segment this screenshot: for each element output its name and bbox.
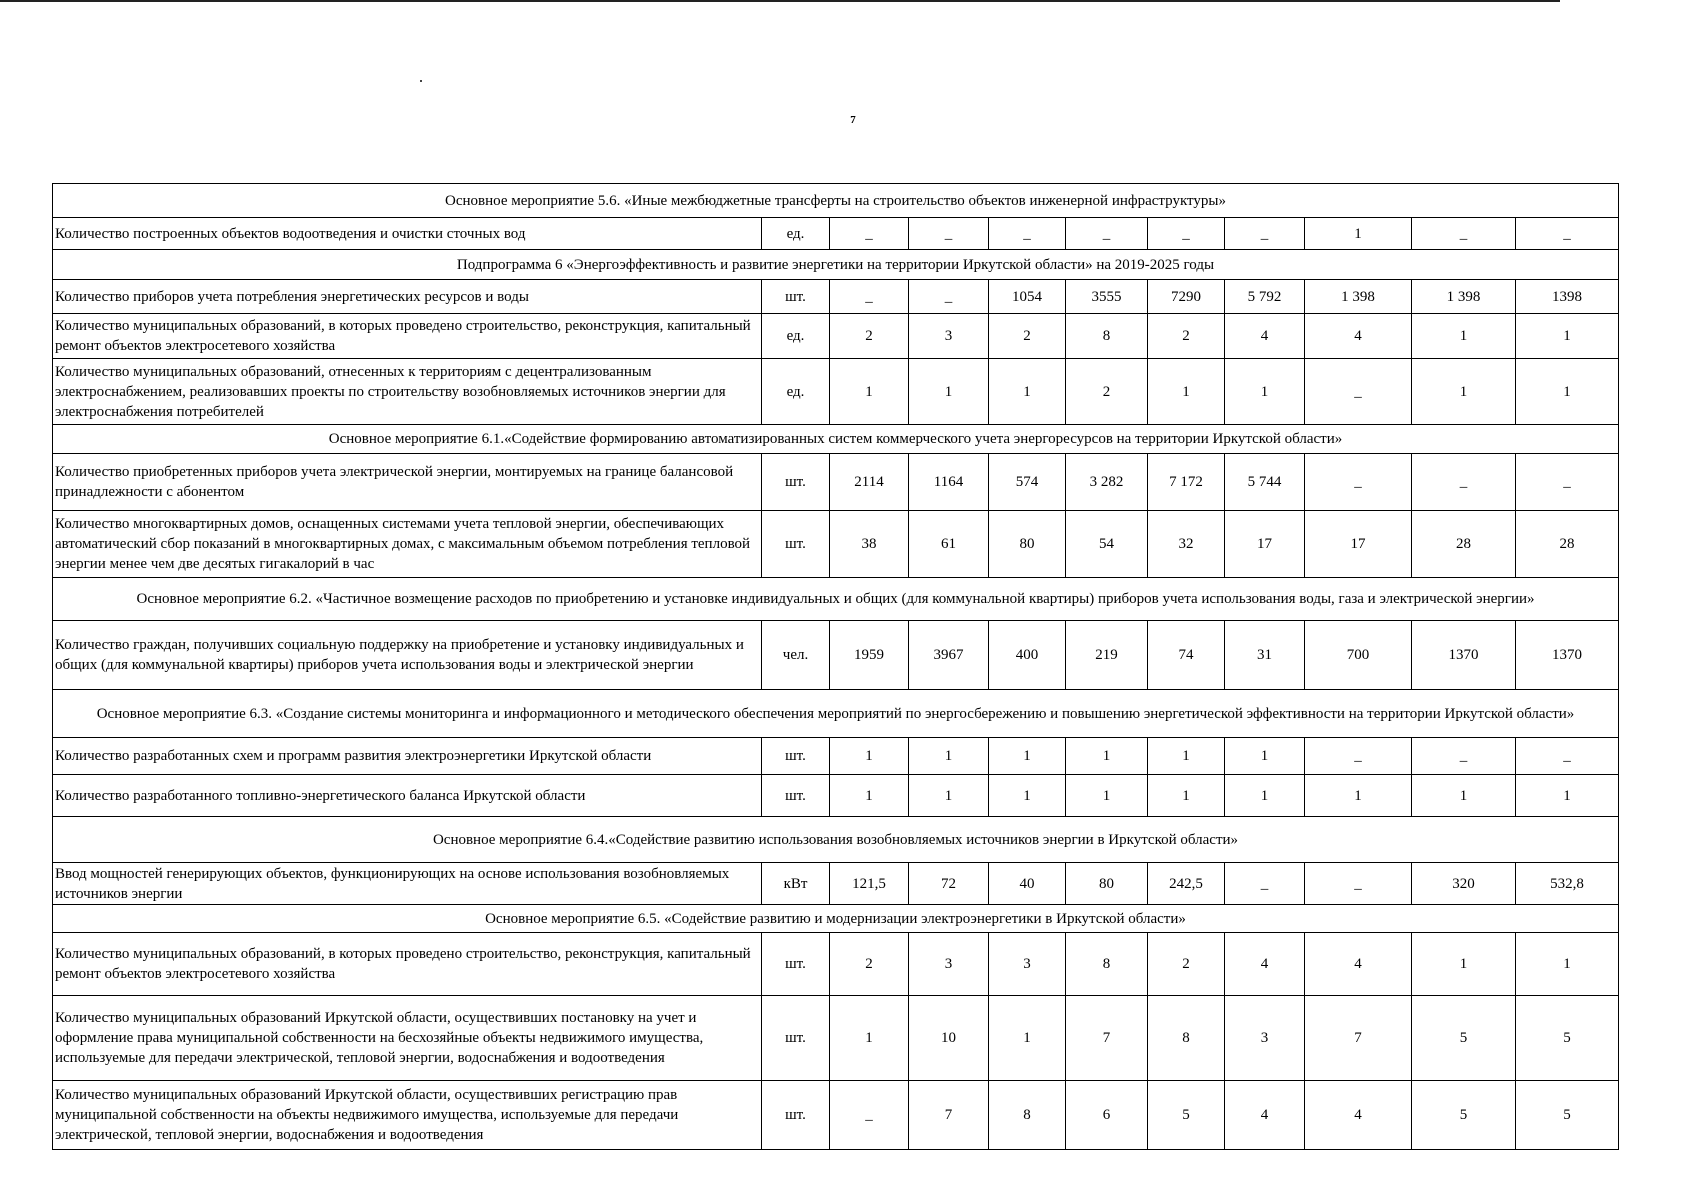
unit-cell: шт. — [762, 775, 830, 817]
value-cell: 1 398 — [1412, 280, 1516, 314]
top-border-line — [0, 0, 1560, 2]
indicator-name: Количество муниципальных образований, в которых проведено строительство, реконструкция, капитальный ремонт объектов электросетевого хозяйства — [53, 933, 762, 996]
value-cell: 2 — [830, 933, 909, 996]
table-row — [53, 738, 1619, 775]
value-cell: _ — [1305, 863, 1412, 905]
table-row — [53, 511, 1619, 578]
value-cell: 31 — [1225, 621, 1305, 690]
indicator-name: Количество построенных объектов водоотведения и очистки сточных вод — [53, 218, 762, 250]
table-row — [53, 314, 1619, 359]
scan-speck — [420, 80, 422, 82]
table-row — [53, 280, 1619, 314]
indicator-name: Количество многоквартирных домов, оснащенных системами учета тепловой энергии, обеспечивающих автоматический сбор показаний в многоквартирных домах, с максимальным объемом потребления тепловой энергии менее чем две десятых гигакалорий в час — [53, 511, 762, 578]
indicator-name: Количество приборов учета потребления энергетических ресурсов и воды — [53, 280, 762, 314]
value-cell: _ — [1412, 454, 1516, 511]
value-cell: 5 744 — [1225, 454, 1305, 511]
table-row — [53, 996, 1619, 1081]
value-cell: 5 — [1516, 996, 1619, 1081]
value-cell: 3 — [1225, 996, 1305, 1081]
value-cell: 1 — [1412, 359, 1516, 425]
value-cell: 5 — [1148, 1081, 1225, 1150]
value-cell: 80 — [1066, 863, 1148, 905]
value-cell: _ — [1148, 218, 1225, 250]
value-cell: _ — [1305, 359, 1412, 425]
value-cell: 7 — [1305, 996, 1412, 1081]
unit-cell: шт. — [762, 511, 830, 578]
section-title: Основное мероприятие 6.3. «Создание системы мониторинга и информационного и методического обеспечения мероприятий по энергосбережению и повышению энергетической эффективности на территории Иркутской области» — [53, 690, 1619, 738]
value-cell: _ — [830, 1081, 909, 1150]
value-cell: 7 172 — [1148, 454, 1225, 511]
table-row — [53, 775, 1619, 817]
section-title: Основное мероприятие 6.5. «Содействие развитию и модернизации электроэнергетики в Иркутской области» — [53, 905, 1619, 933]
value-cell: 1 398 — [1305, 280, 1412, 314]
value-cell: 40 — [989, 863, 1066, 905]
value-cell: 3555 — [1066, 280, 1148, 314]
section-header-row — [53, 817, 1619, 863]
value-cell: 1 — [909, 738, 989, 775]
indicator-name: Количество приобретенных приборов учета электрической энергии, монтируемых на границе балансовой принадлежности с абонентом — [53, 454, 762, 511]
value-cell: 1 — [1412, 933, 1516, 996]
value-cell: 1 — [1412, 775, 1516, 817]
value-cell: 5 — [1412, 996, 1516, 1081]
table-row — [53, 621, 1619, 690]
value-cell: 532,8 — [1516, 863, 1619, 905]
value-cell: 1 — [1305, 218, 1412, 250]
value-cell: 1 — [1225, 738, 1305, 775]
value-cell: 219 — [1066, 621, 1148, 690]
table-row — [53, 359, 1619, 425]
table-row — [53, 933, 1619, 996]
unit-cell: шт. — [762, 1081, 830, 1150]
table-body — [53, 184, 1619, 1150]
section-header-row — [53, 425, 1619, 454]
value-cell: 1054 — [989, 280, 1066, 314]
value-cell: 1 — [1148, 359, 1225, 425]
unit-cell: шт. — [762, 933, 830, 996]
value-cell: 1 — [989, 738, 1066, 775]
value-cell: _ — [830, 280, 909, 314]
value-cell: 4 — [1305, 933, 1412, 996]
value-cell: 1 — [830, 775, 909, 817]
section-title: Подпрограмма 6 «Энергоэффективность и развитие энергетики на территории Иркутской области» на 2019-2025 годы — [53, 250, 1619, 280]
value-cell: 1398 — [1516, 280, 1619, 314]
value-cell: 121,5 — [830, 863, 909, 905]
value-cell: 1 — [989, 996, 1066, 1081]
value-cell: 1370 — [1516, 621, 1619, 690]
section-header-row — [53, 690, 1619, 738]
value-cell: 1 — [909, 775, 989, 817]
value-cell: 1 — [1225, 775, 1305, 817]
indicators-table — [52, 183, 1619, 1150]
value-cell: 8 — [1148, 996, 1225, 1081]
value-cell: 17 — [1225, 511, 1305, 578]
value-cell: 242,5 — [1148, 863, 1225, 905]
unit-cell: ед. — [762, 359, 830, 425]
value-cell: 3967 — [909, 621, 989, 690]
value-cell: 1 — [830, 996, 909, 1081]
table-row — [53, 863, 1619, 905]
value-cell: _ — [909, 280, 989, 314]
value-cell: 1 — [1516, 359, 1619, 425]
value-cell: 1370 — [1412, 621, 1516, 690]
value-cell: 8 — [1066, 933, 1148, 996]
value-cell: 4 — [1305, 1081, 1412, 1150]
value-cell: 1 — [1148, 738, 1225, 775]
section-title: Основное мероприятие 6.4.«Содействие развитию использования возобновляемых источников энергии в Иркутской области» — [53, 817, 1619, 863]
unit-cell: шт. — [762, 454, 830, 511]
value-cell: _ — [1225, 863, 1305, 905]
value-cell: 3 — [909, 933, 989, 996]
value-cell: 1 — [1148, 775, 1225, 817]
unit-cell: ед. — [762, 218, 830, 250]
value-cell: 1 — [1516, 933, 1619, 996]
value-cell: 7 — [1066, 996, 1148, 1081]
value-cell: 1164 — [909, 454, 989, 511]
value-cell: 7 — [909, 1081, 989, 1150]
value-cell: 6 — [1066, 1081, 1148, 1150]
value-cell: _ — [1516, 454, 1619, 511]
value-cell: _ — [1412, 738, 1516, 775]
indicator-name: Количество муниципальных образований, отнесенных к территориям с децентрализованным электроснабжением, реализовавших проекты по строительству возобновляемых источников энергии для электроснабжения потребителей — [53, 359, 762, 425]
value-cell: 28 — [1412, 511, 1516, 578]
value-cell: 10 — [909, 996, 989, 1081]
value-cell: 3 — [909, 314, 989, 359]
value-cell: 38 — [830, 511, 909, 578]
value-cell: 1 — [1516, 314, 1619, 359]
value-cell: 5 — [1412, 1081, 1516, 1150]
page-number: 7 — [850, 114, 856, 126]
value-cell: 1 — [1225, 359, 1305, 425]
value-cell: 1 — [1305, 775, 1412, 817]
value-cell: _ — [1066, 218, 1148, 250]
section-header-row — [53, 905, 1619, 933]
indicator-name: Количество разработанных схем и программ развития электроэнергетики Иркутской области — [53, 738, 762, 775]
value-cell: 28 — [1516, 511, 1619, 578]
value-cell: 61 — [909, 511, 989, 578]
section-header-row — [53, 250, 1619, 280]
unit-cell: чел. — [762, 621, 830, 690]
value-cell: 1 — [830, 359, 909, 425]
value-cell: 1 — [1066, 775, 1148, 817]
indicator-name: Ввод мощностей генерирующих объектов, функционирующих на основе использования возобновляемых источников энергии — [53, 863, 762, 905]
value-cell: 4 — [1225, 933, 1305, 996]
value-cell: 4 — [1305, 314, 1412, 359]
value-cell: 80 — [989, 511, 1066, 578]
value-cell: 32 — [1148, 511, 1225, 578]
value-cell: 574 — [989, 454, 1066, 511]
value-cell: 17 — [1305, 511, 1412, 578]
value-cell: 2 — [1148, 933, 1225, 996]
value-cell: 1 — [1066, 738, 1148, 775]
value-cell: 5 792 — [1225, 280, 1305, 314]
section-header-row — [53, 184, 1619, 218]
value-cell: 2 — [989, 314, 1066, 359]
value-cell: 8 — [1066, 314, 1148, 359]
unit-cell: шт. — [762, 738, 830, 775]
value-cell: 700 — [1305, 621, 1412, 690]
value-cell: _ — [1305, 454, 1412, 511]
unit-cell: кВт — [762, 863, 830, 905]
value-cell: 74 — [1148, 621, 1225, 690]
value-cell: 54 — [1066, 511, 1148, 578]
value-cell: 3 282 — [1066, 454, 1148, 511]
table-row — [53, 1081, 1619, 1150]
unit-cell: шт. — [762, 280, 830, 314]
indicator-name: Количество разработанного топливно-энергетического баланса Иркутской области — [53, 775, 762, 817]
unit-cell: шт. — [762, 996, 830, 1081]
value-cell: _ — [1412, 218, 1516, 250]
value-cell: 2114 — [830, 454, 909, 511]
section-title: Основное мероприятие 5.6. «Иные межбюджетные трансферты на строительство объектов инженерной инфраструктуры» — [53, 184, 1619, 218]
value-cell: _ — [1305, 738, 1412, 775]
value-cell: _ — [1225, 218, 1305, 250]
table-row — [53, 454, 1619, 511]
unit-cell: ед. — [762, 314, 830, 359]
value-cell: 2 — [1148, 314, 1225, 359]
value-cell: _ — [830, 218, 909, 250]
value-cell: 4 — [1225, 1081, 1305, 1150]
value-cell: 1959 — [830, 621, 909, 690]
section-title: Основное мероприятие 6.2. «Частичное возмещение расходов по приобретению и установке индивидуальных и общих (для коммунальной квартиры) приборов учета использования воды, газа и электрической энергии» — [53, 578, 1619, 621]
value-cell: 1 — [1412, 314, 1516, 359]
indicator-name: Количество муниципальных образований Иркутской области, осуществивших постановку на учет и оформление права муниципальной собственности на бесхозяйные объекты недвижимого имущества, используемые для передачи электрической, тепловой энергии, водоснабжения и водоотведения — [53, 996, 762, 1081]
indicator-name: Количество граждан, получивших социальную поддержку на приобретение и установку индивидуальных и общих (для коммунальной квартиры) приборов учета использования воды и электрической энергии — [53, 621, 762, 690]
value-cell: 7290 — [1148, 280, 1225, 314]
value-cell: 8 — [989, 1081, 1066, 1150]
value-cell: 400 — [989, 621, 1066, 690]
value-cell: 2 — [1066, 359, 1148, 425]
table-row — [53, 218, 1619, 250]
value-cell: 1 — [830, 738, 909, 775]
value-cell: _ — [989, 218, 1066, 250]
section-header-row — [53, 578, 1619, 621]
value-cell: 5 — [1516, 1081, 1619, 1150]
value-cell: 4 — [1225, 314, 1305, 359]
indicator-name: Количество муниципальных образований, в которых проведено строительство, реконструкция, капитальный ремонт объектов электросетевого хозяйства — [53, 314, 762, 359]
value-cell: 1 — [989, 775, 1066, 817]
value-cell: _ — [1516, 738, 1619, 775]
value-cell: _ — [909, 218, 989, 250]
value-cell: 320 — [1412, 863, 1516, 905]
value-cell: 1 — [1516, 775, 1619, 817]
indicator-name: Количество муниципальных образований Иркутской области, осуществивших регистрацию прав муниципальной собственности на объекты недвижимого имущества, используемые для передачи электрической, тепловой энергии, водоснабжения и водоотведения — [53, 1081, 762, 1150]
value-cell: 2 — [830, 314, 909, 359]
value-cell: 1 — [909, 359, 989, 425]
section-title: Основное мероприятие 6.1.«Содействие формированию автоматизированных систем коммерческого учета энергоресурсов на территории Иркутской области» — [53, 425, 1619, 454]
value-cell: 72 — [909, 863, 989, 905]
value-cell: 1 — [989, 359, 1066, 425]
value-cell: 3 — [989, 933, 1066, 996]
value-cell: _ — [1516, 218, 1619, 250]
